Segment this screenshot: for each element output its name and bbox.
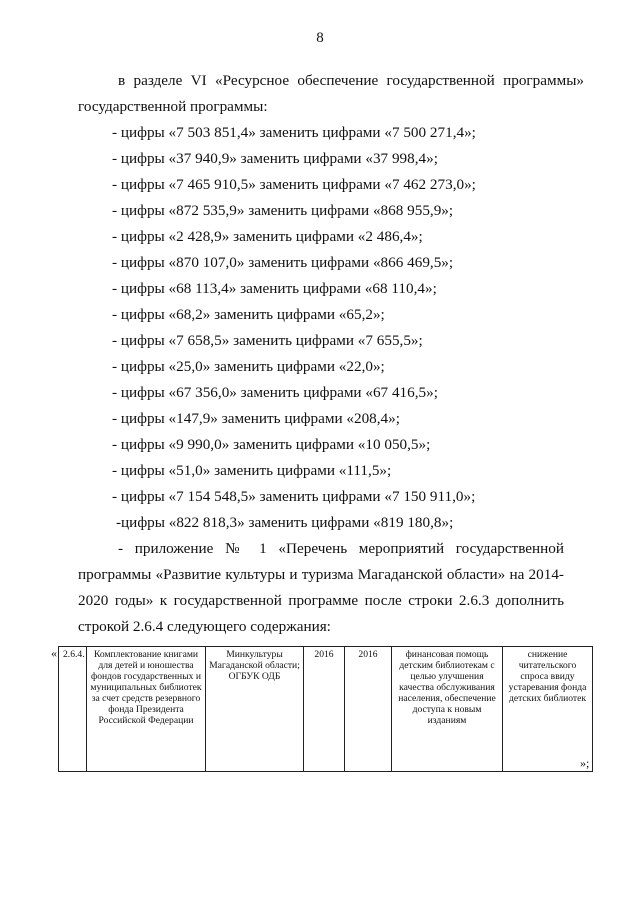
intro-line-1: в разделе VI «Ресурсное обеспечение государственной программы»	[118, 72, 584, 89]
replacement-item: - цифры «870 107,0» заменить цифрами «866 469,5»;	[112, 254, 454, 271]
insert-table	[58, 646, 593, 772]
replacement-item: - цифры «67 356,0» заменить цифрами «67 416,5»;	[112, 384, 438, 401]
replacement-item: - цифры «7 658,5» заменить цифрами «7 655,5»;	[112, 332, 423, 349]
replacement-item: - цифры «37 940,9» заменить цифрами «37 998,4»;	[112, 150, 438, 167]
cell-code: 2.6.4.	[59, 647, 87, 772]
table-close-quote: »;	[580, 756, 590, 770]
table-open-quote: «	[51, 646, 57, 660]
replacement-item: - цифры «25,0» заменить цифрами «22,0»;	[112, 358, 385, 375]
replacement-item: - цифры «7 465 910,5» заменить цифрами «7 462 273,0»;	[112, 176, 476, 193]
replacement-item: - цифры «7 154 548,5» заменить цифрами «7 150 911,0»;	[112, 488, 476, 505]
replacement-item: -цифры «822 818,3» заменить цифрами «819 180,8»;	[116, 514, 454, 531]
intro-line-2: государственной программы:	[78, 98, 268, 115]
replacement-item: - цифры «68 113,4» заменить цифрами «68 110,4»;	[112, 280, 437, 297]
cell-consequence: снижение читательского спроса ввиду устаревания фонда детских библиотек	[503, 647, 593, 772]
cell-executor: Минкультуры Магаданской области; ОГБУК ОДБ	[206, 647, 304, 772]
replacement-item: - цифры «68,2» заменить цифрами «65,2»;	[112, 306, 385, 323]
page-number: 8	[316, 30, 324, 46]
replacement-item: - цифры «7 503 851,4» заменить цифрами «7 500 271,4»;	[112, 124, 476, 141]
appendix-line-1: - приложение № 1 «Перечень мероприятий государственной	[118, 540, 564, 557]
replacement-item: - цифры «872 535,9» заменить цифрами «868 955,9»;	[112, 202, 454, 219]
replacement-item: - цифры «2 428,9» заменить цифрами «2 486,4»;	[112, 228, 423, 245]
appendix-line-2: программы «Развитие культуры и туризма Магаданской области» на 2014-	[78, 566, 564, 583]
table-row	[59, 647, 593, 772]
appendix-line-3: 2020 годы» к государственной программе после строки 2.6.3 дополнить	[78, 592, 564, 609]
cell-year-end: 2016	[345, 647, 392, 772]
appendix-line-4: строкой 2.6.4 следующего содержания:	[78, 618, 331, 635]
cell-year-start: 2016	[304, 647, 345, 772]
cell-activity: Комплектование книгами для детей и юношества фондов государственных и муниципальных библиотек за счет средств резервного фонда Президента Российской Федерации	[87, 647, 206, 772]
replacement-item: - цифры «9 990,0» заменить цифрами «10 050,5»;	[112, 436, 431, 453]
replacement-item: - цифры «51,0» заменить цифрами «111,5»;	[112, 462, 392, 479]
cell-result: финансовая помощь детским библиотекам с целью улучшения качества обслуживания населения, обеспечение доступа к новым изданиям	[392, 647, 503, 772]
replacement-item: - цифры «147,9» заменить цифрами «208,4»;	[112, 410, 400, 427]
